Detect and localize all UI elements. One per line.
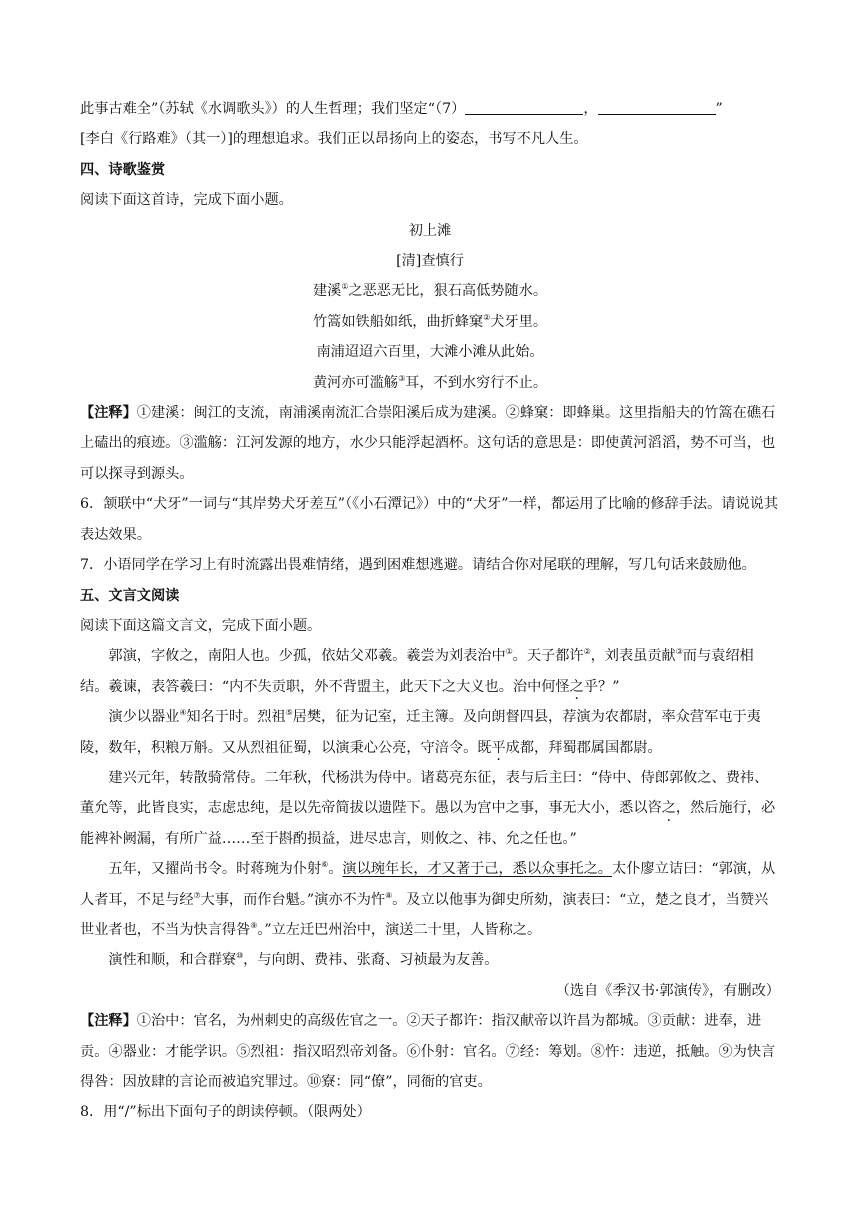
poem-author: [清]查慎行 [396,253,464,270]
footnote-marker: ③ [675,647,683,657]
poem-notes [80,398,780,489]
question-7: 7．小语同学在学习上有时流露出畏难情绪，遇到困难想逃避。请结合你对尾联的理解，写几句话来鼓励他。 [80,557,756,574]
fill-in-text: 此事古难全”（苏轼《水调歌头》）的人生哲理；我们坚定“（7） [80,101,466,117]
answer-blank[interactable] [465,99,583,115]
footnote-marker: ⑥ [321,860,329,870]
passage-notes [80,1006,780,1097]
poem-line: 竹篙如铁船如纸，曲折蜂窠②犬牙里。 [312,313,548,330]
footnote-marker: ⑧ [385,890,393,900]
passage-source: （选自《季汉书·郭演传》，有删改） [555,982,780,999]
footnote-marker: ② [483,313,491,322]
passage-paragraph: 演性和顺，和合群寮⑩，与向朗、费祎、张裔、习祯最为友善。 [108,951,499,969]
poem-title: 初上滩 [408,222,452,239]
emphasis-dot-char: 怪 [555,678,570,695]
footnote-marker: ① [505,647,513,657]
underlined-sentence: 演以琬年长，才又著于己，悉以众事托之。 [342,861,612,878]
section-heading-poetry: 四、诗歌鉴赏 [80,161,166,178]
section-intro: 阅读下面这首诗，完成下面小题。 [80,192,293,209]
fill-in-line [80,94,780,124]
footnote-marker: ⑩ [236,951,244,961]
section-heading-classical: 五、文言文阅读 [80,587,180,604]
question-6: 6．颔联中“犬牙”一词与“其岸势犬牙差互”（《小石潭记》）中的“犬牙”一样，都运用了比喻的修辞手法。请说说其表达效果。 [80,496,779,543]
emphasis-dot-char: 咨 [647,800,662,817]
document-page [80,94,780,1128]
answer-blank[interactable] [598,99,716,115]
closing-quote: ” [715,101,723,117]
question-8: 8．用“/”标出下面句子的朗读停顿。（限两处） [80,1104,371,1121]
passage-paragraph: 演少以器业④知名于时。烈祖⑤居樊，征为记室，迁主簿。及向朗督四县，荐演为农都尉，率众营军屯于夷陵，数年，积粮万斛。又从烈祖征蜀，以演秉心公亮，守涪令。既平成都，拜蜀郡属国都尉。 [80,708,761,756]
footnote-marker: ④ [179,708,187,718]
passage-paragraph: 郭演，字攸之，南阳人也。少孤，依姑父邓羲。羲尝为刘表治中①。天子都许②，刘表虽贡献③而与袁绍相结。羲谏，表答羲曰：“内不失贡职，外不背盟主，此天下之大义也。治中何怪之乎？” [80,647,754,695]
notes-text: ①建溪：闽江的支流，南浦溪南流汇合崇阳溪后成为建溪。②蜂窠：即蜂巢。这里指船夫的竹篙在礁石上磕出的痕迹。③滥觞：江河发源的地方，水少只能浮起酒杯。这句话的意思是：即使黄河滔滔，势不可当，也可以探寻到源头。 [80,405,776,482]
poem-line: 黄河亦可滥觞③耳，不到水穷行不止。 [312,373,548,391]
section-intro: 阅读下面这篇文言文，完成下面小题。 [80,617,322,634]
notes-label: 【注释】 [80,405,137,422]
poem-line: 建溪①之恶恶无比，狠石高低势随水。 [312,282,548,300]
fill-in-continuation: [李白《行路难》（其一）]的理想追求。我们正以昂扬向上的姿态，书写不凡人生。 [80,131,588,148]
emphasis-dot-char: 既 [477,739,492,756]
notes-text: ①治中：官名，为州刺史的高级佐官之一。②天子都许：指汉献帝以许昌为都城。③贡献：进奉，进贡。④器业：才能学识。⑤烈祖：指汉昭烈帝刘备。⑥仆射：官名。⑦经：筹划。⑧忤：违逆，抵触。⑨为快言得咎：因放肆的言论而被追究罪过。⑩寮：同“僚”，同衙的官吏。 [80,1013,776,1090]
footnote-marker: ⑨ [250,921,258,931]
passage-paragraph: 五年，又擢尚书令。时蒋琬为仆射⑥。演以琬年长，才又著于己，悉以众事托之。太仆廖立诘曰：“郭演，从人者耳，不足与经⑦大事，而作台魁。”演亦不为忤⑧。及立以他事为御史所劾，演表曰：“立，楚之良才，当赞兴世业者也，不当为快言得咎⑨。”立左迁巴州治中，演送二十里，人皆称之。 [80,860,776,938]
footnote-marker: ⑤ [285,708,293,718]
footnote-marker: ② [583,647,591,657]
poem-line: 南浦迢迢六百里，大滩小滩从此始。 [316,344,544,361]
footnote-marker: ① [341,282,349,292]
passage-paragraph: 建兴元年，转散骑常侍。二年秋，代杨洪为侍中。诸葛亮东征，表与后主曰：“侍中、侍郎郭攸之、费祎、董允等，此皆良实，志虑忠纯，是以先帝简拔以遗陛下。愚以为宫中之事，事无大小，悉以咨之，然后施行，必能裨补阙漏，有所广益……至于斟酌损益，进尽忠言，则攸之、祎、允之任也。” [80,769,776,847]
notes-label: 【注释】 [80,1013,137,1030]
footnote-marker: ⑦ [193,890,201,900]
footnote-marker: ③ [398,373,406,383]
separator-text: ， [583,101,598,117]
